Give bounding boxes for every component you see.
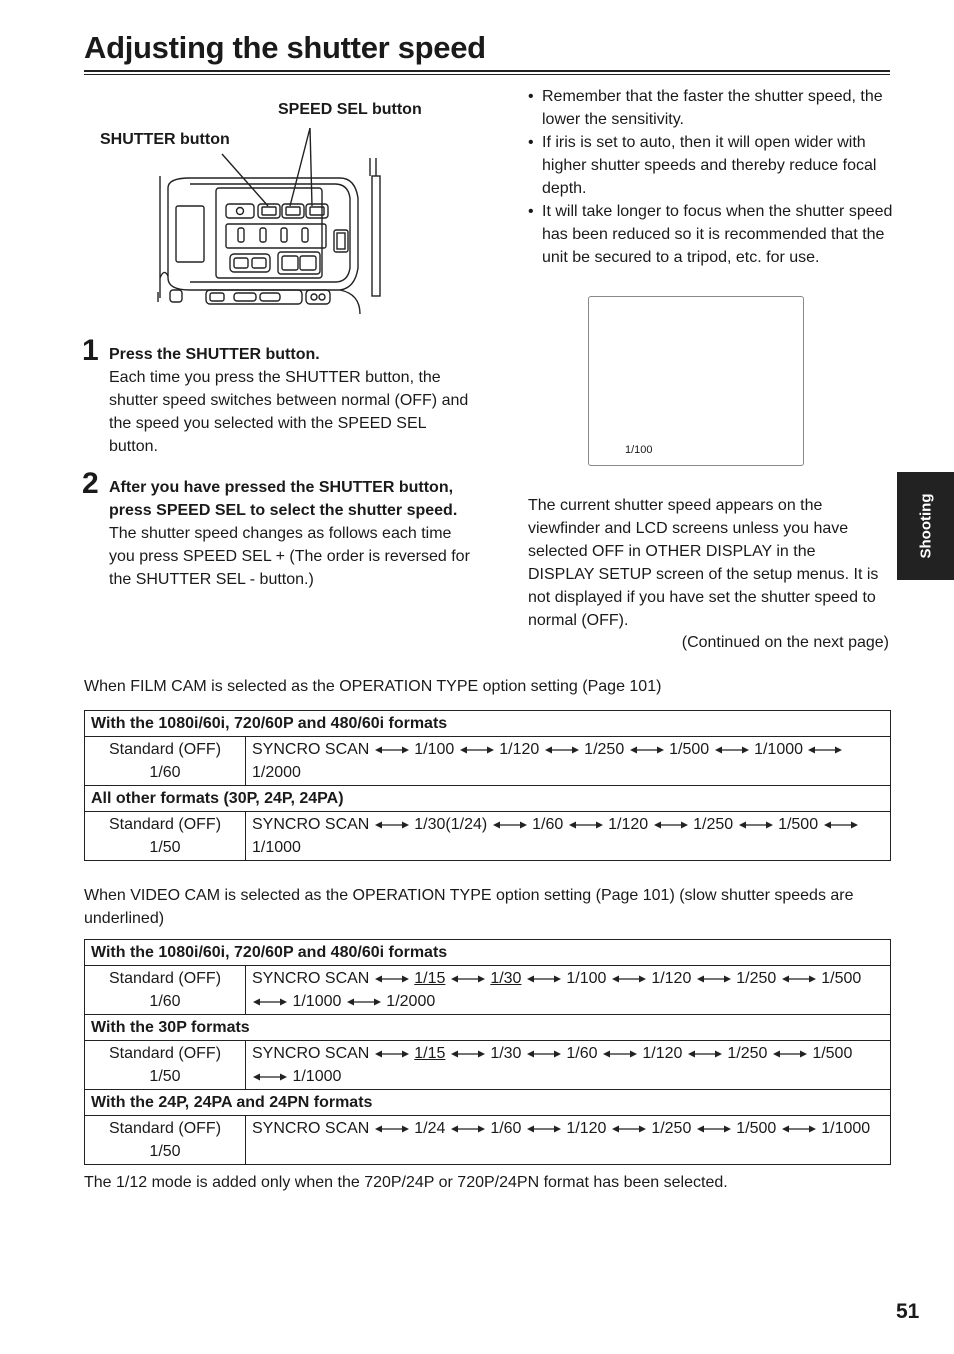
format-group-header: With the 1080i/60i, 720/60P and 480/60i formats [85, 940, 891, 966]
shutter-speed-value: 1/30 [490, 1045, 522, 1062]
bidirectional-arrow-icon [612, 1124, 646, 1134]
viewfinder-shutter-readout: 1/100 [625, 444, 653, 456]
shutter-speed-value: 1/60 [490, 1120, 522, 1137]
standard-value: 1/50 [149, 839, 181, 856]
step-2 [109, 476, 479, 591]
shutter-speed-value: 1/500 [821, 970, 862, 987]
shutter-speed-value: 1/30 [490, 970, 522, 987]
section-tab [897, 472, 954, 580]
note-item: • If iris is set to auto, then it will open wider with higher shutter speeds and thereby reduce focal depth. [528, 131, 898, 200]
bidirectional-arrow-icon [824, 820, 858, 830]
format-group-header: All other formats (30P, 24P, 24PA) [85, 786, 891, 812]
standard-speed-cell [85, 966, 246, 1015]
bidirectional-arrow-icon [347, 997, 381, 1007]
standard-value: 1/60 [149, 993, 181, 1010]
format-group-header: With the 1080i/60i, 720/60P and 480/60i formats [85, 711, 891, 737]
bidirectional-arrow-icon [253, 997, 287, 1007]
bidirectional-arrow-icon [451, 974, 485, 984]
shutter-speed-value: 1/15 [414, 1045, 446, 1062]
shutter-speed-value: 1/120 [642, 1045, 683, 1062]
bidirectional-arrow-icon [527, 974, 561, 984]
shutter-speed-value: 1/100 [566, 970, 607, 987]
standard-value: 1/50 [149, 1068, 181, 1085]
step-1-heading: Press the SHUTTER button. [109, 346, 320, 363]
bidirectional-arrow-icon [739, 820, 773, 830]
standard-speed-cell [85, 1041, 246, 1090]
shutter-speed-value: 1/120 [608, 816, 649, 833]
section-tab-label: Shooting [917, 493, 934, 559]
speed-sequence-cell [246, 812, 891, 861]
bidirectional-arrow-icon [808, 745, 842, 755]
shutter-speed-value: 1/250 [693, 816, 734, 833]
page-title: Adjusting the shutter speed [84, 30, 486, 65]
shutter-speed-value: 1/60 [566, 1045, 598, 1062]
standard-speed-cell [85, 812, 246, 861]
bidirectional-arrow-icon [782, 974, 816, 984]
shutter-speed-value: 1/1000 [754, 741, 804, 758]
format-group-header: With the 30P formats [85, 1015, 891, 1041]
display-note: The current shutter speed appears on the viewfinder and LCD screens unless you have selected OFF in OTHER DISPLAY in the DISPLAY SETUP screen of the setup menus. It is not displayed if you have set the shutter speed to normal (OFF). [528, 497, 879, 629]
footnote: The 1/12 mode is added only when the 720P/24P or 720P/24PN format has been selected. [84, 1174, 728, 1191]
speed-sequence-cell [246, 966, 891, 1015]
step-1-number: 1 [82, 334, 99, 367]
film-cam-intro: When FILM CAM is selected as the OPERATION TYPE option setting (Page 101) [84, 678, 662, 695]
shutter-speed-value: 1/2000 [252, 764, 301, 781]
page-number: 51 [896, 1300, 920, 1323]
bidirectional-arrow-icon [654, 820, 688, 830]
shutter-speed-value: 1/1000 [821, 1120, 871, 1137]
shutter-speed-value: 1/250 [736, 970, 777, 987]
bidirectional-arrow-icon [603, 1049, 637, 1059]
shutter-speed-value: 1/250 [584, 741, 625, 758]
note-item: • It will take longer to focus when the shutter speed has been reduced so it is recommended that the unit be secured to a tripod, etc. for use. [528, 200, 898, 269]
shutter-speed-value: 1/60 [532, 816, 564, 833]
video-cam-intro: When VIDEO CAM is selected as the OPERATION TYPE option setting (Page 101) (slow shutter speeds are underlined) [84, 887, 854, 927]
bidirectional-arrow-icon [569, 820, 603, 830]
shutter-speed-value: 1/250 [651, 1120, 692, 1137]
standard-label: Standard (OFF) [108, 1120, 222, 1137]
standard-label: Standard (OFF) [108, 741, 222, 758]
shutter-speed-value: 1/24 [414, 1120, 446, 1137]
bidirectional-arrow-icon [375, 1124, 409, 1134]
standard-value: 1/50 [149, 1143, 181, 1160]
step-2-body: The shutter speed changes as follows each time you press SPEED SEL + (The order is reversed for the SHUTTER SEL - button.) [109, 525, 470, 588]
standard-value: 1/60 [149, 764, 181, 781]
step-1 [109, 343, 479, 458]
shutter-label: SHUTTER button [100, 131, 230, 148]
bidirectional-arrow-icon [782, 1124, 816, 1134]
bidirectional-arrow-icon [527, 1049, 561, 1059]
step-1-body: Each time you press the SHUTTER button, the shutter speed switches between normal (OFF) and the speed you selected with the SPEED SEL button. [109, 369, 469, 455]
standard-label: Standard (OFF) [108, 970, 222, 987]
standard-speed-cell [85, 737, 246, 786]
shutter-speed-value: 1/1000 [292, 1068, 342, 1085]
bidirectional-arrow-icon [451, 1049, 485, 1059]
speed-sel-label: SPEED SEL button [278, 101, 422, 118]
shutter-speed-value: 1/1000 [252, 839, 301, 856]
viewfinder-screen [588, 296, 804, 466]
shutter-speed-value: 1/120 [566, 1120, 607, 1137]
standard-label: Standard (OFF) [108, 1045, 222, 1062]
camera-panel-illustration [150, 118, 390, 318]
shutter-speed-value: SYNCRO SCAN [252, 970, 370, 987]
bidirectional-arrow-icon [630, 745, 664, 755]
shutter-speed-value: SYNCRO SCAN [252, 1045, 370, 1062]
title-rule [84, 70, 890, 72]
bidirectional-arrow-icon [375, 745, 409, 755]
bidirectional-arrow-icon [545, 745, 579, 755]
shutter-speed-value: 1/120 [499, 741, 540, 758]
shutter-speed-value: 1/2000 [386, 993, 436, 1010]
bidirectional-arrow-icon [715, 745, 749, 755]
bidirectional-arrow-icon [375, 974, 409, 984]
speed-sequence-cell [246, 1041, 891, 1090]
standard-label: Standard (OFF) [108, 816, 222, 833]
bidirectional-arrow-icon [375, 1049, 409, 1059]
continued-note: (Continued on the next page) [681, 634, 889, 651]
film-cam-table [84, 710, 891, 861]
shutter-speed-value: 1/100 [414, 741, 455, 758]
bidirectional-arrow-icon [460, 745, 494, 755]
speed-sequence-cell [246, 737, 891, 786]
bidirectional-arrow-icon [773, 1049, 807, 1059]
note-item: • Remember that the faster the shutter speed, the lower the sensitivity. [528, 85, 898, 131]
bidirectional-arrow-icon [375, 820, 409, 830]
shutter-speed-value: 1/1000 [292, 993, 342, 1010]
bidirectional-arrow-icon [451, 1124, 485, 1134]
shutter-speed-value: 1/500 [736, 1120, 777, 1137]
bidirectional-arrow-icon [493, 820, 527, 830]
speed-sequence-cell [246, 1116, 891, 1165]
shutter-speed-value: 1/30(1/24) [414, 816, 488, 833]
shutter-speed-value: 1/500 [778, 816, 819, 833]
video-cam-table [84, 939, 891, 1165]
bidirectional-arrow-icon [697, 974, 731, 984]
bidirectional-arrow-icon [697, 1124, 731, 1134]
shutter-speed-value: 1/15 [414, 970, 446, 987]
step-2-number: 2 [82, 467, 99, 500]
shutter-speed-value: 1/120 [651, 970, 692, 987]
bidirectional-arrow-icon [527, 1124, 561, 1134]
shutter-speed-value: 1/500 [812, 1045, 853, 1062]
bidirectional-arrow-icon [612, 974, 646, 984]
shutter-speed-value: 1/500 [669, 741, 710, 758]
bidirectional-arrow-icon [688, 1049, 722, 1059]
shutter-speed-value: SYNCRO SCAN [252, 816, 370, 833]
shutter-speed-value: SYNCRO SCAN [252, 1120, 370, 1137]
notes-list [528, 85, 898, 269]
shutter-speed-value: SYNCRO SCAN [252, 741, 370, 758]
bidirectional-arrow-icon [253, 1072, 287, 1082]
standard-speed-cell [85, 1116, 246, 1165]
format-group-header: With the 24P, 24PA and 24PN formats [85, 1090, 891, 1116]
shutter-speed-value: 1/250 [727, 1045, 768, 1062]
title-rule-thin [84, 74, 890, 75]
step-2-heading: After you have pressed the SHUTTER button, press SPEED SEL to select the shutter speed. [109, 479, 458, 519]
